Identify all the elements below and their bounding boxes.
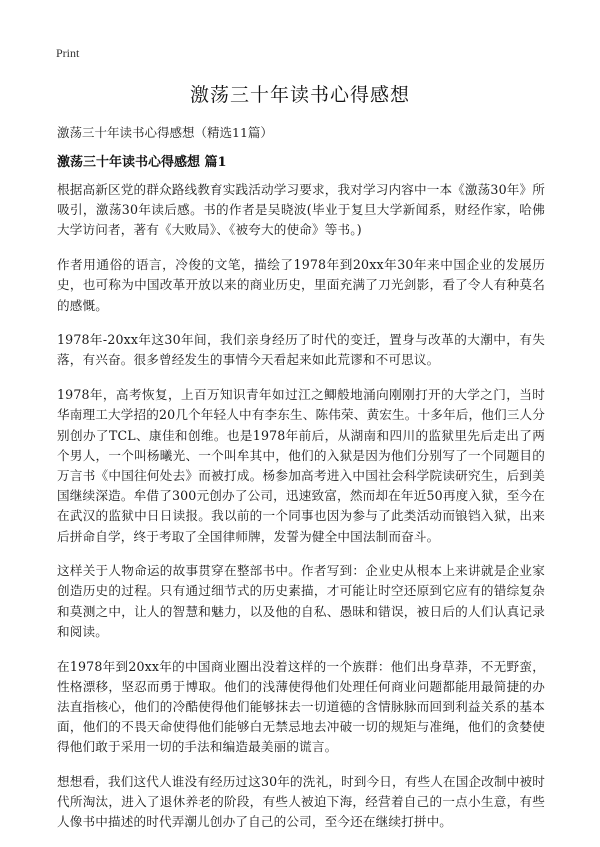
paragraph: 想想看，我们这代人谁没有经历过这30年的洗礼，时到今日，有些人在国企改制中被时代所淘汰，进入了退休养老的阶段，有些人被迫下海，经营着自己的一点小生意，有些人像书中描述的时代弄潮儿创办了自己的公司，至今还在继续打拼中。 — [57, 774, 545, 830]
article-body — [57, 180, 545, 847]
section-heading: 激荡三十年读书心得感想 篇1 — [57, 155, 227, 170]
paragraph: 1978年-20xx年这30年间，我们亲身经历了时代的变迁，置身与改革的大潮中，有失落，有兴奋。很多曾经发生的事情今天看起来如此荒谬和不可思议。 — [57, 332, 545, 368]
paragraph: 根据高新区党的群众路线教育实践活动学习要求，我对学习内容中一本《激荡30年》所吸引，激荡30年读后感。书的作者是吴晓波(毕业于复旦大学新闻系，财经作家，哈佛大学访问者，著有《大败局》、《被夸大的使命》等书。) — [57, 182, 545, 238]
paragraph: 这样关于人物命运的故事贯穿在整部书中。作者写到：企业史从根本上来讲就是企业家创造历史的过程。只有通过细节式的历史素描，才可能让时空还原到它应有的错综复杂和莫测之中，让人的智慧和魅力，以及他的自私、愚昧和错误，被日后的人们认真记录和阅读。 — [57, 563, 545, 639]
paragraph: 1978年，高考恢复，上百万知识青年如过江之鲫般地涌向刚刚打开的大学之门，当时华南理工大学招的20几个年轻人中有李东生、陈伟荣、黄宏生。十多年后，他们三人分别创办了TCL、康佳和创维。也是1978年前后，从湖南和四川的监狱里先后走出了两个男人，一个叫杨曦光、一个叫牟其中，他们的入狱是因为他们分别写了一个同题目的万言书《中国往何处去》而被打成。杨参加高考进入中国社会科学院读研究生，后到美国继续深造。牟借了300元创办了公司，迅速致富，然而却在年近50再度入狱，至今在在武汉的监狱中日日读报。我以前的一个同事也因为参与了此类活动而锒铛入狱，出来后拼命自学，终于考取了全国律师牌，发誓为健全中国法制而奋斗。 — [57, 387, 545, 544]
page-title: 激荡三十年读书心得感想 — [189, 84, 410, 106]
paragraph: 作者用通俗的语言，冷俊的文笔，描绘了1978年到20xx年30年来中国企业的发展历史，也可称为中国改革开放以来的商业历史，里面充满了刀光剑影，看了令人有种莫名的感慨。 — [57, 257, 545, 313]
paragraph: 在1978年到20xx年的中国商业圈出没着这样的一个族群：他们出身草莽，不无野蛮，性格漂移，坚忍而勇于博取。他们的浅薄使得他们处理任何商业问题都能用最简捷的办法直指核心，他们的冷酷使得他们能够抹去一切道德的含情脉脉而回到利益关系的基本面，他们的不畏天命使得他们能够白无禁忌地去冲破一切的规矩与准绳，他们的贪婪使得他们敢于采用一切的手法和编造最美丽的谎言。 — [57, 658, 545, 755]
document-subtitle: 激荡三十年读书心得感想（精选11篇） — [57, 125, 273, 140]
print-link[interactable]: Print — [56, 46, 80, 60]
